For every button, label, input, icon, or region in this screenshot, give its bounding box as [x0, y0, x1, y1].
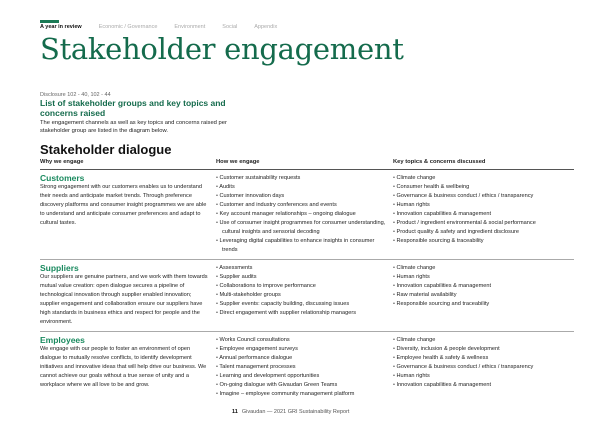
list-item: • Imagine – employee community management platform [216, 390, 389, 399]
nav-social[interactable]: Social [222, 24, 238, 30]
group-why: Strong engagement with our customers enables us to understand their needs and anticipate market trends. Through preference discovery platforms and consumer insight programmes we are able to understand and anticipate consumer preferences and adapt to cultural tastes. [40, 184, 207, 226]
list-item: • Climate change [393, 264, 574, 273]
list-item: • Employee engagement surveys [216, 345, 389, 354]
list-item: • Audits [216, 183, 389, 192]
page-number: 11 [232, 409, 238, 415]
list-item: • Climate change [393, 174, 574, 183]
list-item: • Direct engagement with supplier relationship managers [216, 309, 389, 318]
nav-environment[interactable]: Environment [174, 24, 206, 30]
dialogue-heading: Stakeholder dialogue [40, 142, 172, 157]
group-topics-list [393, 173, 574, 255]
list-item: • Customer innovation days [216, 192, 389, 201]
group-why: We engage with our people to foster an environment of open dialogue to mutually resolve conflicts, to identify development initiatives and innovative ideas that will help drive our business. We cannot achieve our goals without a true sense of unity and a workplace where we all love to be and grow. [40, 346, 207, 388]
list-item: • Governance & business conduct / ethics / transparency [393, 192, 574, 201]
group-why: Our suppliers are genuine partners, and we work with them towards mutual value creation: open dialogue secures a pipeline of technological innovation through supplier enabled innovation; supplier engagement and collaboration ensure our suppliers have high standards in business ethics and respect for people and the environment. [40, 274, 208, 325]
list-item: • Supplier audits [216, 273, 389, 282]
col-header-topics: Key topics & concerns discussed [393, 158, 574, 170]
column-headers [40, 158, 574, 170]
list-item: • Use of consumer insight programmes for consumer understanding, cultural insights and sensorial decoding [216, 219, 389, 237]
group-topics-list [393, 263, 574, 327]
list-item: • Innovation capabilities & management [393, 210, 574, 219]
list-item: • Governance & business conduct / ethics / transparency [393, 363, 574, 372]
list-item: • Human rights [393, 201, 574, 210]
group-topics-list [393, 335, 574, 399]
list-item: • Multi-stakeholder groups [216, 291, 389, 300]
list-item: • Supplier events: capacity building, discussing issues [216, 300, 389, 309]
list-item: • Raw material availability [393, 291, 574, 300]
footer-text: Givaudan — 2021 GRI Sustainability Report [241, 409, 350, 415]
list-item: • On-going dialogue with Givaudan Green Teams [216, 381, 389, 390]
list-item: • Learning and development opportunities [216, 372, 389, 381]
list-item: • Human rights [393, 372, 574, 381]
group-row [40, 170, 574, 259]
list-item: • Responsible sourcing and traceability [393, 300, 574, 309]
group-row [40, 259, 574, 331]
page-title: Stakeholder engagement [40, 32, 404, 66]
list-item: • Talent management processes [216, 363, 389, 372]
col-header-why: Why we engage [40, 158, 216, 170]
list-item: • Customer and industry conferences and events [216, 201, 389, 210]
list-item: • Product quality & safety and ingredient disclosure [393, 228, 574, 237]
col-header-how: How we engage [216, 158, 393, 170]
list-item: • Human rights [393, 273, 574, 282]
group-how-list [216, 263, 389, 327]
stakeholder-dialogue [40, 142, 574, 403]
list-item: • Responsible sourcing & traceability [393, 237, 574, 246]
group-how-list [216, 335, 389, 399]
list-item: • Product / ingredient environmental & social performance [393, 219, 574, 228]
group-name: Customers [40, 173, 85, 183]
list-item: • Annual performance dialogue [216, 354, 389, 363]
group-name: Suppliers [40, 263, 79, 273]
group-how-list [216, 173, 389, 255]
list-item: • Assessments [216, 264, 389, 273]
nav-economic[interactable]: Economic / Governance [98, 24, 158, 30]
list-item: • Diversity, inclusion & people development [393, 345, 574, 354]
list-item: • Climate change [393, 336, 574, 345]
list-item: • Key account manager relationships – ongoing dialogue [216, 210, 389, 219]
disclosure: Disclosure 102 - 40, 102 - 44 [40, 92, 111, 98]
nav-appendix[interactable]: Appendix [254, 24, 278, 30]
footer [232, 409, 349, 415]
list-item: • Consumer health & wellbeing [393, 183, 574, 192]
list-item: • Innovation capabilities & management [393, 381, 574, 390]
list-item: • Employee health & safety & wellness [393, 354, 574, 363]
list-item: • Innovation capabilities & management [393, 282, 574, 291]
nav-active-indicator [40, 20, 59, 23]
section-desc: The engagement channels as well as key topics and concerns raised per stakeholder group are listed in the diagram below. [40, 120, 227, 134]
group-row [40, 331, 574, 403]
list-item: • Leveraging digital capabilities to enhance insights in consumer trends [216, 237, 389, 255]
section-heading: List of stakeholder groups and key topics and concerns raised [40, 98, 226, 118]
list-item: • Collaborations to improve performance [216, 282, 389, 291]
list-item: • Works Council consultations [216, 336, 389, 345]
group-name: Employees [40, 335, 85, 345]
top-nav [40, 24, 277, 30]
intro [40, 92, 240, 135]
nav-year-in-review[interactable]: A year in review [40, 24, 82, 30]
list-item: • Customer sustainability requests [216, 174, 389, 183]
